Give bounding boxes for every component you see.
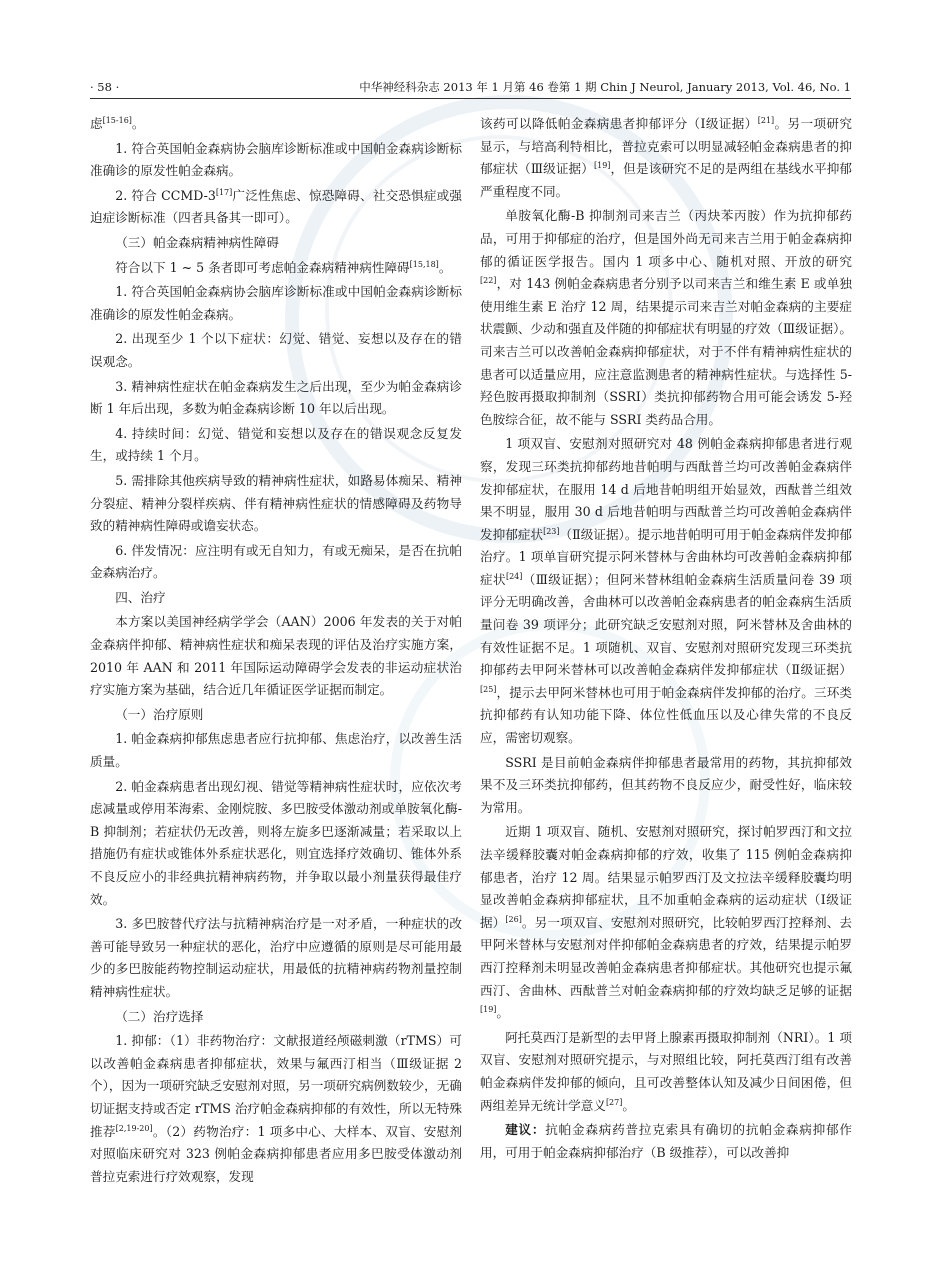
paragraph: 2. 符合 CCMD-3[17]广泛性焦虑、惊恐障碍、社交恐惧症或强迫症诊断标准（四者具备其一即可）。	[90, 187, 462, 226]
citation: [15,18]	[409, 259, 439, 269]
paragraph: 4. 持续时间：幻觉、错觉和妄想以及存在的错误观念反复发生，或持续 1 个月。	[90, 425, 462, 464]
left-column	[90, 113, 462, 1263]
paragraph: 2. 帕金森病患者出现幻视、错觉等精神病性症状时，应依次考虑减量或停用苯海索、金刚烷胺、多巴胺受体激动剂或单胺氧化酶-B 抑制剂；若症状仍无改善，则将左旋多巴逐渐减量；若采取以上措施仍有症状或锥体外系症状恶化，则宜选择疗效确切、锥体外系不良反应小的非经典抗精神病药物，并争取以最小剂量获得最佳疗效。	[90, 778, 462, 907]
journal-citation: 中华神经科杂志 2013 年 1 月第 46 卷第 1 期 Chin J Neurol, January 2013, Vol. 46, No. 1	[359, 80, 851, 94]
paragraph: 本方案以美国神经病学学会（AAN）2006 年发表的关于对帕金森病伴抑郁、精神病性症状和痴呆表现的评估及治疗实施方案，2010 年 AAN 和 2011 年国际运动障碍学会发表的非运动症状治疗实施方案为基础，结合近几年循证医学证据而制定。	[90, 614, 462, 698]
paragraph: 虑[15-16]。	[90, 116, 145, 131]
citation: [19]	[480, 1005, 497, 1015]
citation: [15-16]	[102, 116, 132, 125]
section-heading: 四、治疗	[115, 589, 166, 605]
paragraph: 近期 1 项双盲、随机、安慰剂对照研究，探讨帕罗西汀和文拉法辛缓释胶囊对帕金森病抑郁的疗效，收集了 115 例帕金森病抑郁患者，治疗 12 周。结果显示帕罗西汀及文拉法辛缓释胶囊均明显改善帕金森病抑郁症状，且不加重帕金森病的运动症状（Ⅰ级证据）[26]。另一项双盲、安慰剂对照研究，比较帕罗西汀控释剂、去甲阿米替林与安慰剂对伴抑郁帕金森病患者的疗效，结果提示帕罗西汀控释剂未明显改善帕金森病患者抑郁症状。其他研究也提示氟西汀、舍曲林、西酞普兰对帕金森病抑郁的疗效均缺乏足够的证据[19]。	[480, 824, 852, 1021]
citation: [26]	[505, 914, 522, 924]
citation: [27]	[605, 1097, 623, 1107]
paragraph: 单胺氧化酶-B 抑制剂司来吉兰（丙炔苯丙胺）作为抗抑郁药品，可用于抑郁症的治疗，但是国外尚无司来吉兰用于帕金森病抑郁的循证医学报告。国内 1 项多中心、随机对照、开放的研究[22]，对 143 例帕金森病患者分别予以司来吉兰和维生素 E 或单独使用维生素 E 治疗 12 周，结果提示司来吉兰对帕金森病的主要症状震颤、少动和强直及伴随的抑郁症状有明显的疗效（Ⅲ级证据）。司来吉兰可以改善帕金森病抑郁症状，对于不伴有精神病性症状的患者可以适量应用，应注意监测患者的精神病性症状。与选择性 5-羟色胺再摄取抑制剂（SSRI）类抗抑郁药物合用可能会诱发 5-羟色胺综合征，故不能与 SSRI 类药品合用。	[480, 208, 852, 427]
citation: [25]	[480, 684, 497, 694]
paragraph: 1. 符合英国帕金森病协会脑库诊断标准或中国帕金森病诊断标准确诊的原发性帕金森病。	[90, 140, 462, 179]
paragraph: 该药可以降低帕金森病患者抑郁评分（Ⅰ级证据）[21]。另一项研究显示，与培高利特相比，普拉克索可以明显减轻帕金森病患者的抑郁症状（Ⅲ级证据）[19]，但是该研究不足的是两组在基线水平抑郁严重程度不同。	[480, 116, 852, 199]
paragraph: 阿托莫西汀是新型的去甲肾上腺素再摄取抑制剂（NRI）。1 项双盲、安慰剂对照研究提示，与对照组比较，阿托莫西汀组有改善帕金森病伴发抑郁的倾向，且可改善整体认知及减少日间困倦，但两组差异无统计学意义[27]。	[480, 1029, 852, 1113]
paragraph: 2. 出现至少 1 个以下症状：幻觉、错觉、妄想以及存在的错误观念。	[90, 331, 462, 369]
recommendation-label: 建议：	[505, 1122, 546, 1138]
citation: [17]	[215, 187, 233, 197]
subsection-heading: （二）治疗选择	[115, 1008, 204, 1024]
paragraph: 3. 多巴胺替代疗法与抗精神病治疗是一对矛盾，一种症状的改善可能导致另一种症状的恶化，治疗中应遵循的原则是尽可能用最少的多巴胺能药物控制运动症状，用最低的抗精神病药物剂量控制精神病性症状。	[90, 916, 462, 999]
paragraph: 3. 精神病性症状在帕金森病发生之后出现，至少为帕金森病诊断 1 年后出现，多数为帕金森病诊断 10 年以后出现。	[90, 378, 462, 417]
subsection-heading: （三）帕金森病精神病性障碍	[115, 234, 279, 250]
right-column	[480, 113, 852, 1263]
paragraph: SSRI 是目前帕金森病伴抑郁患者最常用的药物，其抗抑郁效果不及三环类抗抑郁药，但其药物不良反应少，耐受性好，临床较为常用。	[480, 754, 852, 815]
paragraph: 5. 需排除其他疾病导致的精神病性症状，如路易体痴呆、精神分裂症、精神分裂样疾病、伴有精神病性症状的情感障碍及药物导致的精神病性障碍或谵妄状态。	[90, 472, 462, 534]
citation: [24]	[505, 571, 523, 581]
citation: [23]	[543, 526, 560, 536]
paragraph: 6. 伴发情况：应注明有或无自知力，有或无痴呆，是否在抗帕金森病治疗。	[90, 542, 462, 581]
citation: [21]	[757, 116, 775, 125]
paragraph: 1 项双盲、安慰剂对照研究对 48 例帕金森病抑郁患者进行观察，发现三环类抗抑郁药地昔帕明与西酞普兰均可改善帕金森病伴发抑郁症状，在服用 14 d 后地昔帕明组开始显效，西酞普兰组效果不明显，服用 30 d 后地昔帕明与西酞普兰均可改善帕金森病伴发抑郁症状[23]（Ⅱ级证据）。提示地昔帕明可用于帕金森病伴发抑郁治疗。1 项单盲研究提示阿米替林与舍曲林均可改善帕金森病抑郁症状[24]（Ⅲ级证据）；但阿米替林组帕金森病生活质量问卷 39 项评分无明确改善，舍曲林可以改善帕金森病患者的帕金森病生活质量问卷 39 项评分；此研究缺乏安慰剂对照，阿米替林及舍曲林的有效性证据不足。1 项随机、双盲、安慰剂对照研究发现三环类抗抑郁药去甲阿米替林可以改善帕金森病伴发抑郁症状（Ⅱ级证据）[25]，提示去甲阿米替林也可用于帕金森病伴发抑郁的治疗。三环类抗抑郁药有认知功能下降、体位性低血压以及心律失常的不良反应，需密切观察。	[480, 436, 852, 746]
paragraph: 符合以下 1 ~ 5 条者即可考虑帕金森病精神病性障碍[15,18]。	[115, 259, 452, 275]
paragraph: 1. 帕金森病抑郁焦虑患者应行抗抑郁、焦虑治疗，以改善生活质量。	[90, 731, 462, 770]
citation: [2,19-20]	[115, 1123, 153, 1133]
page-number: · 58 ·	[90, 80, 120, 94]
recommendation-paragraph: 建议：抗帕金森病药普拉克索具有确切的抗帕金森病抑郁作用，可用于帕金森病抑郁治疗（B 级推荐），可以改善抑	[480, 1122, 852, 1160]
header-rule	[90, 98, 851, 99]
subsection-heading: （一）治疗原则	[115, 706, 204, 722]
citation: [22]	[480, 276, 497, 286]
running-header	[90, 78, 851, 96]
citation: [19]	[594, 161, 611, 171]
paragraph: 1. 抑郁：（1）非药物治疗：文献报道经颅磁刺激（rTMS）可以改善帕金森病患者抑郁症状，效果与氟西汀相当（Ⅲ级证据 2 个），因为一项研究缺乏安慰剂对照，另一项研究病例数较少，无确切证据支持或否定 rTMS 治疗帕金森病抑郁的有效性，所以无特殊推荐[2,19-20]。（2）药物治疗：1 项多中心、大样本、双盲、安慰剂对照临床研究对 323 例帕金森病抑郁患者应用多巴胺受体激动剂普拉克索进行疗效观察，发现	[90, 1033, 462, 1184]
paragraph: 1. 符合英国帕金森病协会脑库诊断标准或中国帕金森病诊断标准确诊的原发性帕金森病。	[90, 284, 462, 322]
